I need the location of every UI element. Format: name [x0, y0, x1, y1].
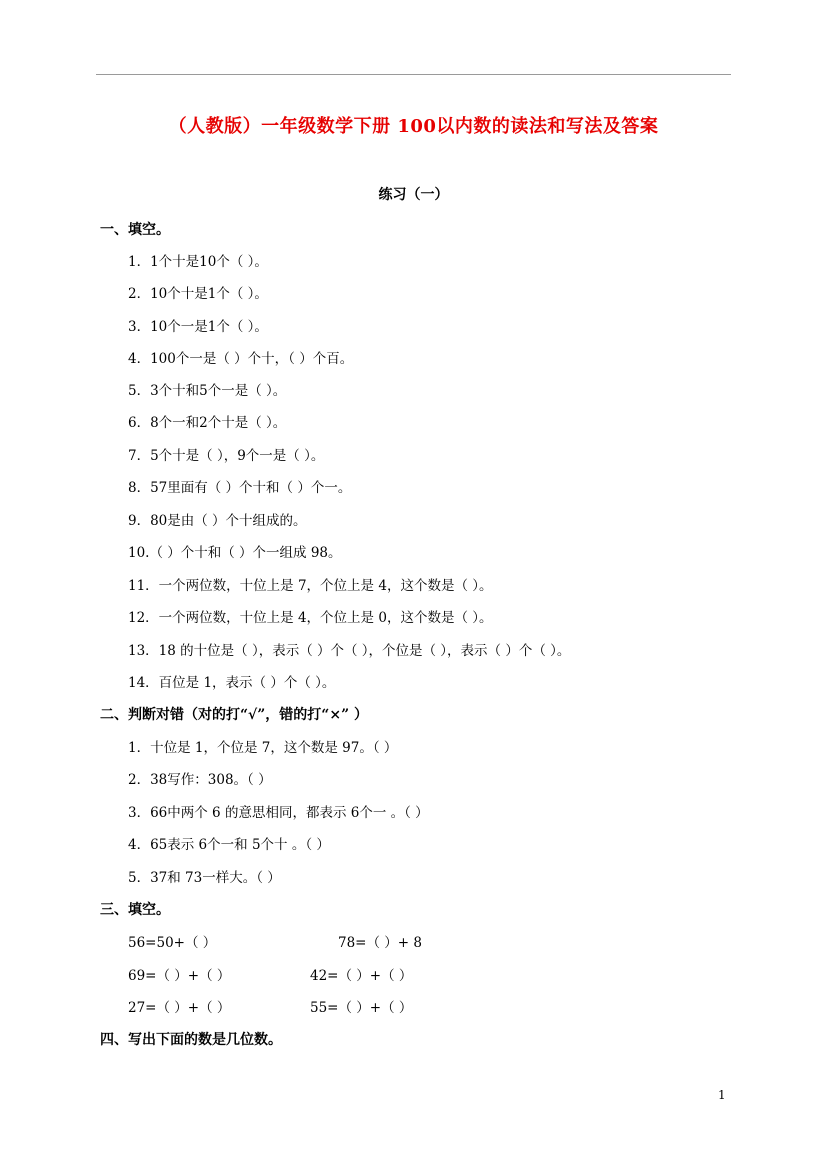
question-line: 5．3个十和5个一是（ ）。 [128, 383, 287, 399]
question-line: 4．100个一是（ ）个十，（ ）个百。 [128, 351, 354, 367]
question-line: 9．80是由（ ）个十组成的。 [128, 513, 307, 529]
header-rule [96, 74, 731, 75]
equation-left: 69=（ ）+（ ） [128, 968, 231, 984]
section-3-heading: 三、填空。 [100, 902, 170, 918]
section-4-heading: 四、写出下面的数是几位数。 [100, 1032, 282, 1048]
question-line: 1．1个十是10个（ ）。 [128, 254, 268, 270]
question-line: 8．57里面有（ ）个十和（ ）个一。 [128, 480, 352, 496]
judgement-line: 1．十位是 1，个位是 7，这个数是 97。（ ） [128, 740, 398, 756]
judgement-line: 5．37和 73一样大。（ ） [128, 870, 281, 886]
equation-left: 56=50+（ ） [128, 935, 217, 951]
question-line: 13．18 的十位是（ ），表示（ ）个（ ），个位是（ ），表示（ ）个（ ）。 [128, 643, 571, 659]
judgement-line: 3．66中两个 6 的意思相同，都表示 6个一 。（ ） [128, 805, 429, 821]
document-title: （人教版）一年级数学下册 100以内数的读法和写法及答案 [168, 116, 659, 137]
question-line: 6．8个一和2个十是（ ）。 [128, 415, 287, 431]
section-2-heading: 二、判断对错（对的打“√”，错的打“×” ） [100, 707, 369, 723]
judgement-line: 4．65表示 6个一和 5个十 。（ ） [128, 837, 330, 853]
question-line: 12．一个两位数，十位上是 4，个位上是 0，这个数是（ ）。 [128, 610, 493, 626]
equation-right: 55=（ ）+（ ） [310, 1000, 413, 1016]
question-line: 7．5个十是（ ），9个一是（ ）。 [128, 448, 325, 464]
question-line: 2．10个十是1个（ ）。 [128, 286, 268, 302]
page-number: 1 [718, 1088, 726, 1102]
question-line: 10.（ ）个十和（ ）个一组成 98。 [128, 545, 342, 561]
section-1-heading: 一、填空。 [100, 222, 170, 238]
equation-right: 78=（ ）+ 8 [338, 935, 422, 951]
judgement-line: 2．38写作：308。（ ） [128, 772, 272, 788]
exercise-subtitle: 练习（一） [378, 187, 449, 203]
question-line: 3．10个一是1个（ ）。 [128, 319, 268, 335]
equation-left: 27=（ ）+（ ） [128, 1000, 231, 1016]
question-line: 14．百位是 1，表示（ ）个（ ）。 [128, 675, 336, 691]
question-line: 11．一个两位数，十位上是 7，个位上是 4，这个数是（ ）。 [128, 578, 493, 594]
equation-right: 42=（ ）+（ ） [310, 968, 413, 984]
